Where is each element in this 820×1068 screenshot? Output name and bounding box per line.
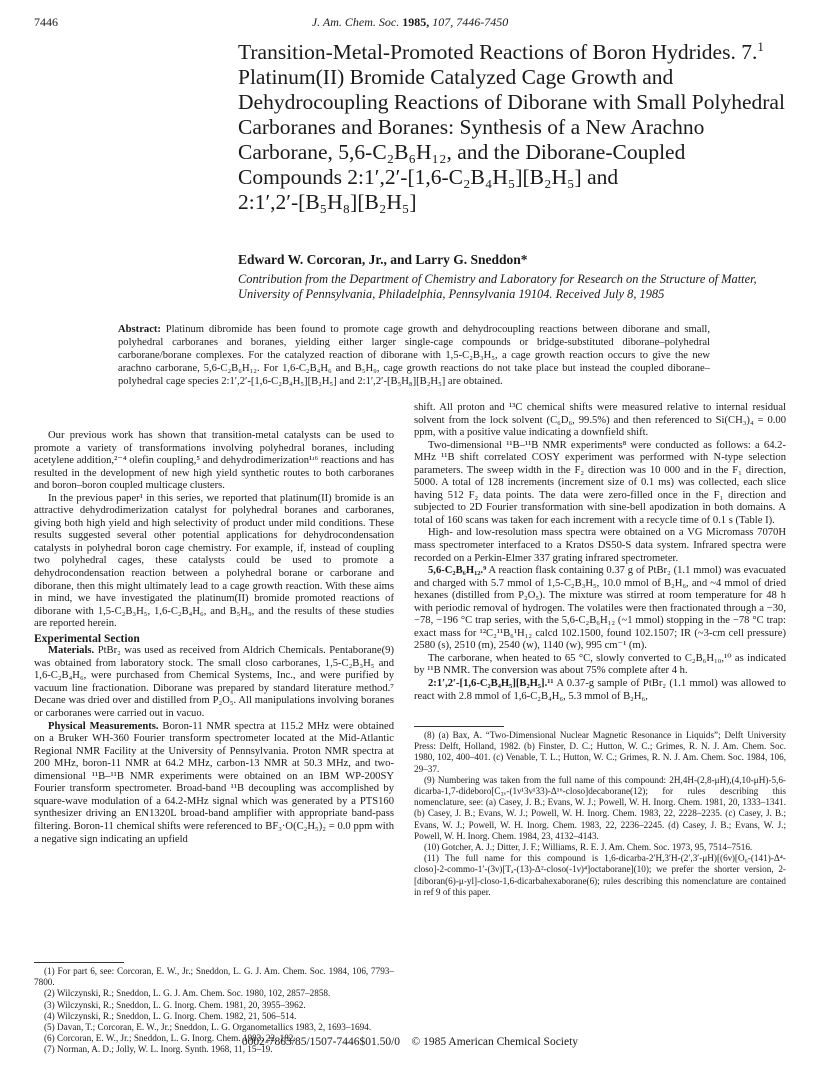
title-line-1: Transition-Metal-Promoted Reactions of Boron Hydrides. 7. <box>238 40 758 64</box>
physical-text: Boron-11 NMR spectra at 115.2 MHz were obtained on a Bruker WH-360 Fourier transform spectrometer located at the Mid-Atlantic Regional NMR Facility at the University of Pennsylvania. Proton NMR spectra at 200 MHz, boron-11 NMR at 64.2 MHz, carbon-13 NMR at 50.3 MHz, and two-dimensional ¹¹B–¹¹B NMR experiments were obtained on an IBM WP-200SY Fourier transform spectrometer. Broad-band ¹¹B decoupling was accomplished by square-wave modulation of a 64.2-MHz signal which was generated by a PTS160 synthesizer driving an EN1320L broad-band amplifier with appropriate band-pass filtering. Boron-11 chemical shifts were referenced to BF₃·O(C₂H₅)₂ = 0.0 ppm with a negative sign indicating an upfield <box>34 720 394 845</box>
authors: Edward W. Corcoran, Jr., and Larry G. Sneddon* <box>238 252 528 267</box>
page-number: 7446 <box>34 15 58 29</box>
footnote: (8) (a) Bax, A. “Two-Dimensional Nuclear Magnetic Resonance in Liquids”; Delft University Press: Delft, Holland, 1982. (b) Finster, D. C.; Hutton, W. C.; Grimes, R. N. J. Am. Chem. Soc. 1980, 102, 400–401. (c) Venable, T. L.; Hutton, W. C.; Grimes, R. N. J. Am. Chem. Soc. 1984, 106, 29–37. <box>414 730 786 774</box>
experimental-heading: Experimental Section <box>34 632 140 645</box>
title-line-7: 2:1′,2′-[B₅H₈][B₂H₅] <box>238 190 417 214</box>
footer-code: 0002-7863/85/1507-7446$01.50/0 <box>241 1036 401 1048</box>
footnote: (3) Wilczynski, R.; Sneddon, L. G. Inorg. Chem. 1981, 20, 3955–3962. <box>44 999 306 1010</box>
journal-year: 1985, <box>402 15 430 29</box>
journal-pages: 7446-7450 <box>456 15 509 29</box>
page-footer <box>0 1036 820 1048</box>
footer-copyright: © 1985 American Chemical Society <box>411 1036 579 1048</box>
c2b6h12-paragraph <box>414 565 786 653</box>
journal-name: J. Am. Chem. Soc. <box>311 15 400 29</box>
footnote: (4) Wilczynski, R.; Sneddon, L. G. Inorg. Chem. 1982, 21, 506–514. <box>44 1010 297 1021</box>
title-line-3: Dehydrocoupling Reactions of Diborane with Small Polyhedral <box>238 90 785 114</box>
title-line-6: Compounds 2:1′,2′-[1,6-C₂B₄H₅][B₂H₅] and <box>238 165 619 189</box>
footnote: (10) Gotcher, A. J.; Ditter, J. F.; Williams, R. E. J. Am. Chem. Soc. 1973, 95, 7514–7516. <box>424 842 753 853</box>
footnote: (7) Norman, A. D.; Jolly, W. L. Inorg. Synth. 1968, 11, 15–19. <box>44 1044 273 1055</box>
mass-spec-paragraph: High- and low-resolution mass spectra were obtained on a VG Micromass 7070H mass spectrometer interfaced to a Kratos DS50-S data system. Infrared spectra were recorded on a Perkin-Elmer 337 grating infrared spectrometer. <box>414 527 786 564</box>
footnote: (9) Numbering was taken from the full name of this compound: 2H,4H-(2,8-μH),(4,10-μH)-5,6-dicarba-1,7-dideboro[C₃ᵥ-(1ν¹3ν¹33)-Δ¹⁶-closo]decaborane(12); for rules describing this nomenclature, see: (a) Casey, J. B.; Evans, W. J.; Powell, W. H. Inorg. Chem. 1981, 20, 1333–1341. (b) Casey, J. B.; Evans, W. J.; Powell, W. H. Inorg. Chem. 1983, 22, 2228–2235. (c) Casey, J. B.; Evans, W. J.; Powell, W. H. Inorg. Chem. 1983, 22, 2236–2245. (d) Casey, J. B.; Evans, W. J.; Powell, W. H. Inorg. Chem. 1984, 23, 4132–4143. <box>414 774 786 841</box>
c2b6h12-label: 5,6-C₂B₆H₁₂.⁹ <box>428 565 487 577</box>
physical-label: Physical Measurements. <box>48 720 159 732</box>
abstract-text: Platinum dibromide has been found to promote cage growth and dehydrocoupling reactions between diborane and small, polyhedral carboranes and boranes, yielding either larger single-cage compounds or bridge-substituted diborane–polyhedral carborane/borane complexes. For the catalyzed reaction of diborane with 1,5-C₂B₃H₅, a cage growth reaction occurs to give the new arachno carborane, 5,6-C₂B₆H₁₂. For 1,6-C₂B₄H₆ and B₅H₉, cage growth reactions do not take place but instead the coupled diborane–polyhedral cage species 2:1′,2′-[1,6-C₂B₄H₅][B₂H₅] and 2:1′,2′-[B₅H₈][B₂H₅] are obtained. <box>118 324 710 387</box>
footnote-divider-right <box>414 726 504 727</box>
title-line-5: Carborane, 5,6-C₂B₆H₁₂, and the Diborane-Coupled <box>238 140 686 164</box>
physical-paragraph <box>34 721 394 846</box>
footnote: (11) The full name for this compound is 1,6-dicarba-2′H,3′H-(2′,3′-μH)[(6ν)[O₆-(141)-Δ⁴-closo]-2-commo-1′-(3ν)[Tₐ-(13)-Δ²-closo(-1ν)⁴]octaborane](10); we prefer the shorter version, 2-[diboran(6)-μ-yl]-closo-1,6-dicarbahexaborane(6); rules describing this nomenclature are contained in ref 9 of this paper. <box>414 853 786 897</box>
intro-paragraph-2: In the previous paper¹ in this series, we reported that platinum(II) bromide is an attractive dehydrodimerization catalyst for polyhedral boranes and carboranes, giving both high yield and high selectivity of product under mild conditions. These results suggested several other potential applications for dehydrocondensation catalysts in polyhedral boron cage chemistry. For example, if, instead of coupling two polyhedral cages, these catalysts could be used to promote a dehydrocondensation reaction between a polyhedral borane or carborane and diborane, then this might ultimately lead to a cage growth reaction. With these aims in mind, we have investigated the platinum(II) bromide promoted reactions of diborane with 1,5-C₂B₃H₅, 1,6-C₂B₄H₆, and B₅H₉, and the results of these studies are reported herein. <box>34 492 394 630</box>
article-title <box>238 40 798 215</box>
journal-running-header <box>0 15 820 30</box>
footnote: (2) Wilczynski, R.; Sneddon, L. G. J. Am. Chem. Soc. 1980, 102, 2857–2858. <box>44 988 331 999</box>
intro-paragraph-1: Our previous work has shown that transition-metal catalysts can be used to promote a variety of transformations involving polyhedral boranes, including acetylene addition,²⁻⁴ olefin coupling,⁵ and dehydrodimerization¹ʴ⁶ reactions and has resulted in the development of new high yield synthetic routes to both carboranes and boron–boron coupled multicage clusters. <box>34 430 394 492</box>
title-footnote-ref: 1 <box>757 39 764 54</box>
materials-text: PtBr₂ was used as received from Aldrich Chemicals. Pentaborane(9) was obtained from laboratory stock. The small closo carboranes, 1,5-C₂B₃H₅ and 1,6-C₂B₄H₆, were purchased from Chemical Systems, Inc., and were purified by vacuum line fractionation. Diborane was prepared by standard literature method.⁷ Decane was dried over and distilled from P₂O₅. All manipulations involving boranes or carboranes were carried out in vacuo. <box>34 645 394 720</box>
footnote: (5) Davan, T.; Corcoran, E. W., Jr.; Sneddon, L. G. Organometallics 1983, 2, 1693–1694. <box>44 1022 372 1033</box>
materials-label: Materials. <box>48 645 95 657</box>
abstract-label: Abstract: <box>118 324 161 335</box>
affiliation: Contribution from the Department of Chemistry and Laboratory for Research on the Structure of Matter, University of Pennsylvania, Philadelphia, Pennsylvania 19104. Received July 8, 1985 <box>238 272 757 301</box>
abstract <box>118 323 710 388</box>
title-line-4: Carboranes and Boranes: Synthesis of a New Arachno <box>238 115 705 139</box>
right-column <box>414 402 786 703</box>
footnote: (1) For part 6, see: Corcoran, E. W., Jr.; Sneddon, L. G. J. Am. Chem. Soc. 1984, 106, 7793–7800. <box>34 966 394 988</box>
journal-volume: 107, <box>432 15 454 29</box>
footnotes-right <box>414 730 786 898</box>
footnote: (6) Corcoran, E. W., Jr.; Sneddon, L. G. Inorg. Chem. 1983, 22, 182. <box>44 1033 296 1044</box>
left-column <box>34 430 394 846</box>
conversion-paragraph: The carborane, when heated to 65 °C, slowly converted to C₂B₆H₁₀,¹⁰ as indicated by ¹¹B NMR. The conversion was about 75% complete after 4 h. <box>414 652 786 677</box>
materials-paragraph <box>34 645 394 720</box>
nmr-referencing-paragraph: shift. All proton and ¹³C chemical shifts were measured relative to internal residual solvent from the lock solvent (C₆D₆, 99.5%) and then referenced to Si(CH₃)₄ = 0.00 ppm, with a positive value indicating a downfield shift. <box>414 402 786 439</box>
title-line-2: Platinum(II) Bromide Catalyzed Cage Growth and <box>238 65 674 89</box>
coupled-compound-paragraph <box>414 678 786 703</box>
coupled-compound-label: 2:1′,2′-[1,6-C₂B₄H₅][B₂H₅].¹¹ <box>428 678 554 690</box>
two-d-nmr-paragraph: Two-dimensional ¹¹B–¹¹B NMR experiments⁸ were conducted as follows: a 64.2-MHz ¹¹B shift correlated COSY experiment was performed with N-type selection parameters. The sweep width in the F₂ direction was 10 000 and in the F₁ direction, 5000. A total of 128 increments (increment size of 0.1 ms) was collected, each slice having 512 F₂ data points. The data were zero-filled once in the F₁ direction and subjected to 2D Fourier transformation with sine-bell apodization in both domains. A total of 160 scans was taken for each increment with a recycle time of 0.1 s (Table I). <box>414 439 786 526</box>
footnote-divider-left <box>34 962 124 963</box>
coupled-compound-text: A 0.37-g sample of PtBr₂ (1.1 mmol) was allowed to react with 2.8 mmol of 1,6-C₂B₄H₆, 5.3 mmol of B₂H₆, <box>414 678 786 702</box>
c2b6h12-text: A reaction flask containing 0.37 g of PtBr₂ (1.1 mmol) was evacuated and charged with 5.7 mmol of 1,5-C₂B₃H₅, 10.0 mmol of B₂H₆, and ~4 mmol of dried hexanes (distilled from P₂O₅). The mixture was stirred at room temperature for 48 h with periodic removal of hydrogen. The volatiles were then fractionated through a −30, −78, −196 °C trap series, with the 5,6-C₂B₆H₁₂ (~1 mmol) stopping in the −78 °C trap: exact mass for ¹²C₂¹¹B₆¹H₁₂ calcd 102.1500, found 102.1507; IR (~3-cm cell pressure) 2580 (s), 2510 (m), 2540 (w), 1140 (w), 995 cm⁻¹ (m). <box>414 565 786 652</box>
